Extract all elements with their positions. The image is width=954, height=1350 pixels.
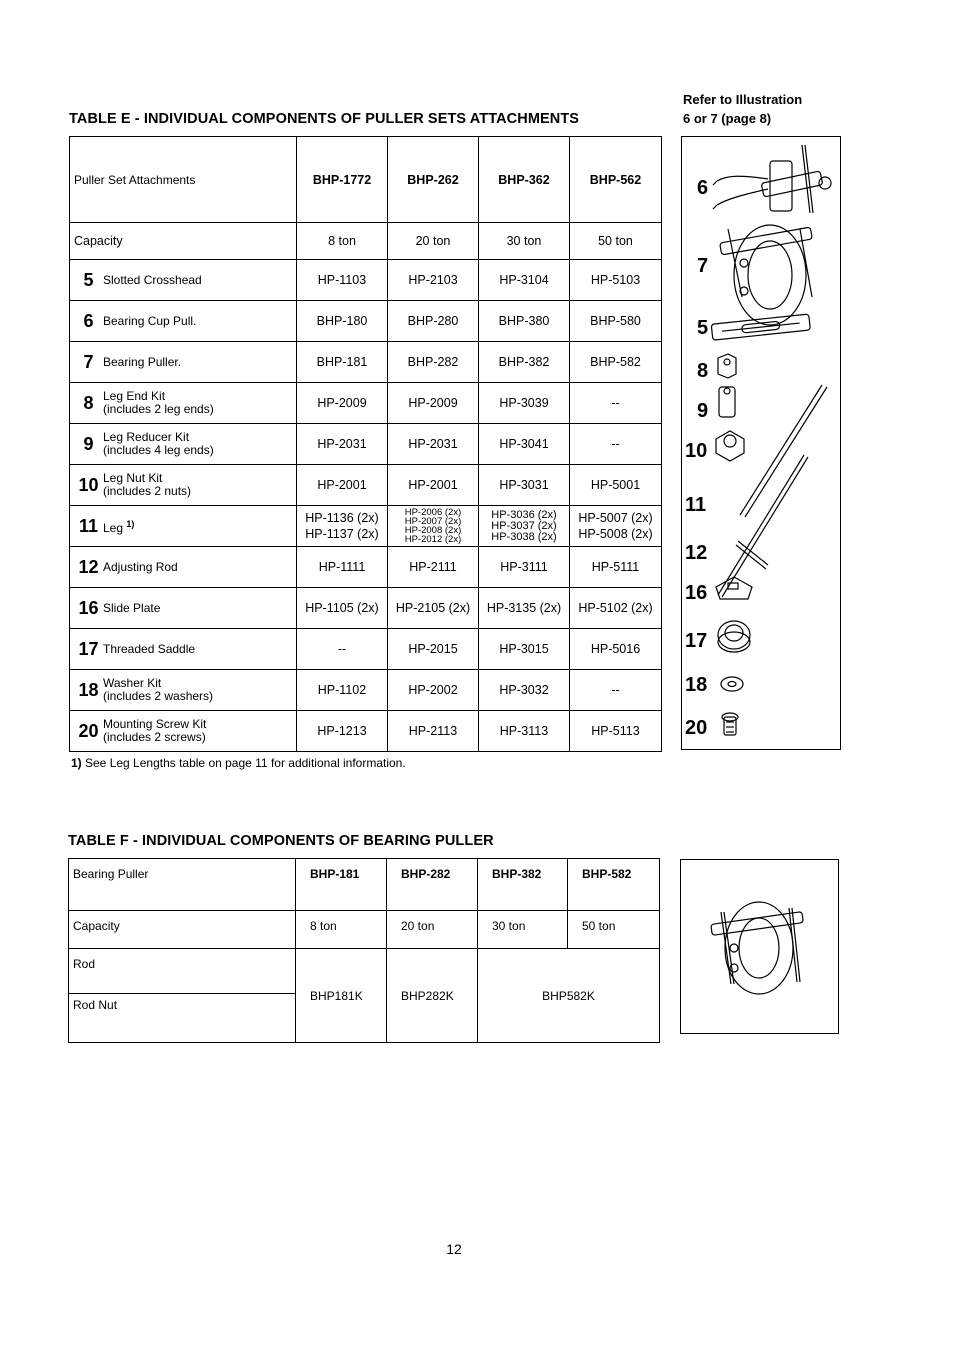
table-row [70,670,662,711]
header-model: BHP-181 [296,859,387,911]
header-label: Puller Set Attachments [70,137,297,223]
leg-end-icon [718,354,736,378]
kit-value: BHP582K [478,949,660,1043]
part-number: HP-1111 [297,547,388,588]
part-number: BHP-181 [297,342,388,383]
part-number: HP-1105 (2x) [297,588,388,629]
illustration-number: 6 [697,177,709,199]
header-model: BHP-1772 [297,137,388,223]
rod-label: Rod [69,949,296,994]
illustration-number: 17 [685,630,708,652]
part-number: HP-3135 (2x) [479,588,570,629]
washer-icon [721,677,743,691]
item-number: 8 [83,392,94,413]
item-number: 18 [78,679,99,700]
part-number: HP-2002 [388,670,479,711]
item-number: 10 [78,474,99,495]
table-e-footnote: 1) See Leg Lengths table on page 11 for additional information. [71,756,406,770]
item-number: 5 [83,269,94,290]
table-f-capacity-row [69,911,660,949]
part-number: HP-5102 (2x) [570,588,662,629]
components-drawing [682,137,840,749]
refer-note [683,90,802,128]
kit-value: BHP181K [296,949,387,1043]
item-label: Bearing Cup Pull. [103,313,197,328]
item-label: Washer Kit (includes 2 washers) [103,676,214,703]
capacity-value: 8 ton [296,911,387,949]
table-row [70,383,662,424]
part-number: BHP-280 [388,301,479,342]
item-label: Slotted Crosshead [103,272,202,287]
item-label: Adjusting Rod [103,559,178,574]
part-number: HP-2031 [388,424,479,465]
table-row [70,629,662,670]
table-row [70,547,662,588]
table-row [70,711,662,752]
adjusting-rod-icon [736,541,768,569]
illustration-number: 5 [697,317,709,339]
part-number: HP-2009 [388,383,479,424]
part-number: HP-1213 [297,711,388,752]
table-f [68,858,660,1043]
part-number: HP-2113 [388,711,479,752]
item-number: 20 [78,720,99,741]
capacity-row [70,223,662,260]
illustration-number: 8 [697,360,709,382]
item-label: Leg $^{1)}$ [103,518,135,535]
item-number: 7 [83,351,94,372]
slide-plate-icon [716,577,752,599]
illustration-number: 11 [685,494,707,516]
part-number: BHP-180 [297,301,388,342]
part-number: HP-1103 [297,260,388,301]
part-number: HP-3113 [479,711,570,752]
item-label: Threaded Saddle [103,641,196,656]
leg-cell: HP-3036 (2x) HP-3037 (2x) HP-3038 (2x) [479,506,570,547]
part-number: HP-2105 (2x) [388,588,479,629]
item-label: Slide Plate [103,600,161,615]
item-label: Mounting Screw Kit (includes 2 screws) [103,717,207,744]
item-number: 11 [78,515,99,536]
capacity-value: 8 ton [297,223,388,260]
illustration-number: 20 [685,717,708,739]
table-e [69,136,662,752]
capacity-label: Capacity [69,911,296,949]
table-f-header-row [69,859,660,911]
bearing-puller-illustration-panel [680,859,839,1034]
leg-cell: HP-5007 (2x) HP-5008 (2x) [570,506,662,547]
part-number: HP-2001 [297,465,388,506]
capacity-label: Capacity [70,223,297,260]
part-number: HP-5113 [570,711,662,752]
part-number: BHP-580 [570,301,662,342]
header-model: BHP-262 [388,137,479,223]
table-row [70,342,662,383]
bearing-puller-icon [681,860,838,1033]
capacity-value: 50 ton [568,911,660,949]
part-number: HP-3039 [479,383,570,424]
part-number: BHP-582 [570,342,662,383]
illustration-number: 16 [685,582,708,604]
part-number: BHP-282 [388,342,479,383]
kit-value: BHP282K [387,949,478,1043]
part-number: BHP-382 [479,342,570,383]
page-number: 12 [446,1241,462,1257]
table-row-leg [70,506,662,547]
rod-nut-label: Rod Nut [69,994,296,1043]
part-number: -- [297,629,388,670]
table-f-rod-row [69,949,660,994]
item-number: 9 [83,433,94,454]
table-row [70,588,662,629]
part-number: HP-1102 [297,670,388,711]
capacity-value: 30 ton [478,911,568,949]
leg-cell: HP-2006 (2x) HP-2007 (2x) HP-2008 (2x) HP-2012 (2x) [388,506,479,547]
illustration-number: 12 [685,542,708,564]
part-number: HP-5103 [570,260,662,301]
item-number: 12 [78,556,99,577]
components-illustration-panel [681,136,841,750]
table-row [70,260,662,301]
table-e-header-row [70,137,662,223]
table-row [70,465,662,506]
refer-note-line2: 6 or 7 (page 8) [683,111,772,126]
item-label: Leg Reducer Kit (includes 4 leg ends) [103,430,214,457]
item-number: 17 [78,638,99,659]
table-f-title: TABLE F - INDIVIDUAL COMPONENTS OF BEARING PULLER [68,833,494,849]
part-number: HP-2111 [388,547,479,588]
illustration-number: 7 [697,255,709,277]
part-number: HP-2031 [297,424,388,465]
header-model: BHP-562 [570,137,662,223]
item-label: Leg End Kit (includes 2 leg ends) [103,389,214,416]
mounting-screw-icon [722,713,738,735]
part-number: HP-2015 [388,629,479,670]
part-number: HP-3032 [479,670,570,711]
part-number: -- [570,424,662,465]
part-number: BHP-380 [479,301,570,342]
part-number: HP-2001 [388,465,479,506]
part-number: HP-3041 [479,424,570,465]
part-number: HP-3031 [479,465,570,506]
illustration-number: 10 [685,440,708,462]
table-e-title: TABLE E - INDIVIDUAL COMPONENTS OF PULLER SETS ATTACHMENTS [69,111,580,127]
part-number: HP-5016 [570,629,662,670]
illustration-number: 9 [697,400,709,422]
part-number: HP-5001 [570,465,662,506]
item-label: Bearing Puller. [103,354,182,369]
item-label: Leg Nut Kit (includes 2 nuts) [103,471,192,498]
leg-nut-icon [716,431,744,461]
part-number: HP-3015 [479,629,570,670]
header-label: Bearing Puller [69,859,296,911]
bearing-cup-puller-icon [713,145,831,213]
leg-cell: HP-1136 (2x) HP-1137 (2x) [297,506,388,547]
capacity-value: 20 ton [387,911,478,949]
header-model: BHP-282 [387,859,478,911]
capacity-value: 50 ton [570,223,662,260]
capacity-value: 20 ton [388,223,479,260]
illustration-number: 18 [685,674,708,696]
part-number: HP-5111 [570,547,662,588]
part-number: HP-3104 [479,260,570,301]
bearing-puller-icon [720,225,813,325]
refer-note-line1: Refer to Illustration [683,92,803,107]
footnote-mark: 1) [126,518,135,529]
header-model: BHP-362 [479,137,570,223]
part-number: -- [570,383,662,424]
slotted-crosshead-icon [711,314,810,340]
part-number: HP-3111 [479,547,570,588]
part-number: HP-2009 [297,383,388,424]
item-number: 16 [78,597,99,618]
header-model: BHP-382 [478,859,568,911]
part-number: -- [570,670,662,711]
part-number: HP-2103 [388,260,479,301]
threaded-saddle-icon [718,621,750,652]
table-row [70,301,662,342]
leg-reducer-icon [719,387,735,417]
item-number: 6 [83,310,94,331]
table-row [70,424,662,465]
capacity-value: 30 ton [479,223,570,260]
header-model: BHP-582 [568,859,660,911]
